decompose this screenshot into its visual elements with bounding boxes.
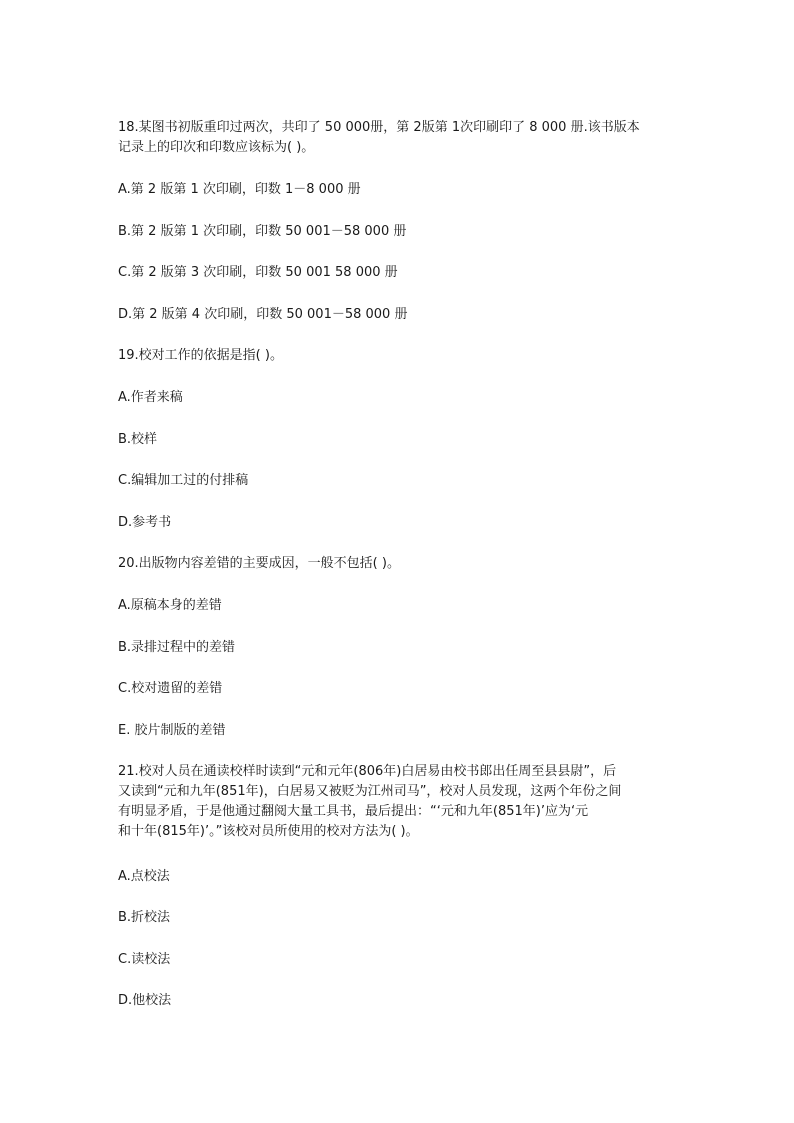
option-a: A.点校法 [118, 869, 170, 884]
question-19-stem: 19.校对工作的依据是指( )。 [118, 348, 283, 363]
option-e: E. 胶片制版的差错 [118, 723, 226, 738]
question-stem: 记录上的印次和印数应该标为( )。 [118, 140, 315, 155]
option-b: B.校样 [118, 432, 158, 447]
question-20-stem: 20.出版物内容差错的主要成因，一般不包括( )。 [118, 556, 400, 571]
option-b: B.第 2 版第 1 次印刷，印数 50 001－58 000 册 [118, 224, 407, 239]
option-b: B.折校法 [118, 910, 171, 925]
option-c: C.编辑加工过的付排稿 [118, 473, 249, 488]
option-a: A.原稿本身的差错 [118, 598, 222, 613]
option-c: C.第 2 版第 3 次印刷，印数 50 001 58 000 册 [118, 265, 398, 280]
question-stem: 又读到“元和九年(851年)，白居易又被贬为江州司马”，校对人员发现，这两个年份之间 [118, 784, 622, 799]
option-c: C.校对遗留的差错 [118, 681, 223, 696]
option-d: D.第 2 版第 4 次印刷，印数 50 001－58 000 册 [118, 307, 408, 322]
option-a: A.作者来稿 [118, 390, 183, 405]
option-b: B.录排过程中的差错 [118, 640, 236, 655]
question-stem: 和十年(815年)’。”该校对员所使用的校对方法为( )。 [118, 824, 419, 839]
question-21 [118, 762, 621, 842]
question-stem: 有明显矛盾，于是他通过翻阅大量工具书，最后提出：“‘元和九年(851年)’应为‘元 [118, 804, 589, 819]
option-a: A.第 2 版第 1 次印刷，印数 1－8 000 册 [118, 182, 361, 197]
question-18 [118, 118, 640, 158]
option-d: D.参考书 [118, 515, 172, 530]
question-stem: 21.校对人员在通读校样时读到“元和元年(806年)白居易由校书郎出任周至县县尉”，后 [118, 764, 617, 779]
question-stem: 18.某图书初版重印过两次，共印了 50 000册，第 2版第 1次印刷印了 8 000 册.该书版本 [118, 120, 640, 135]
option-d: D.他校法 [118, 993, 172, 1008]
option-c: C.读校法 [118, 952, 171, 967]
